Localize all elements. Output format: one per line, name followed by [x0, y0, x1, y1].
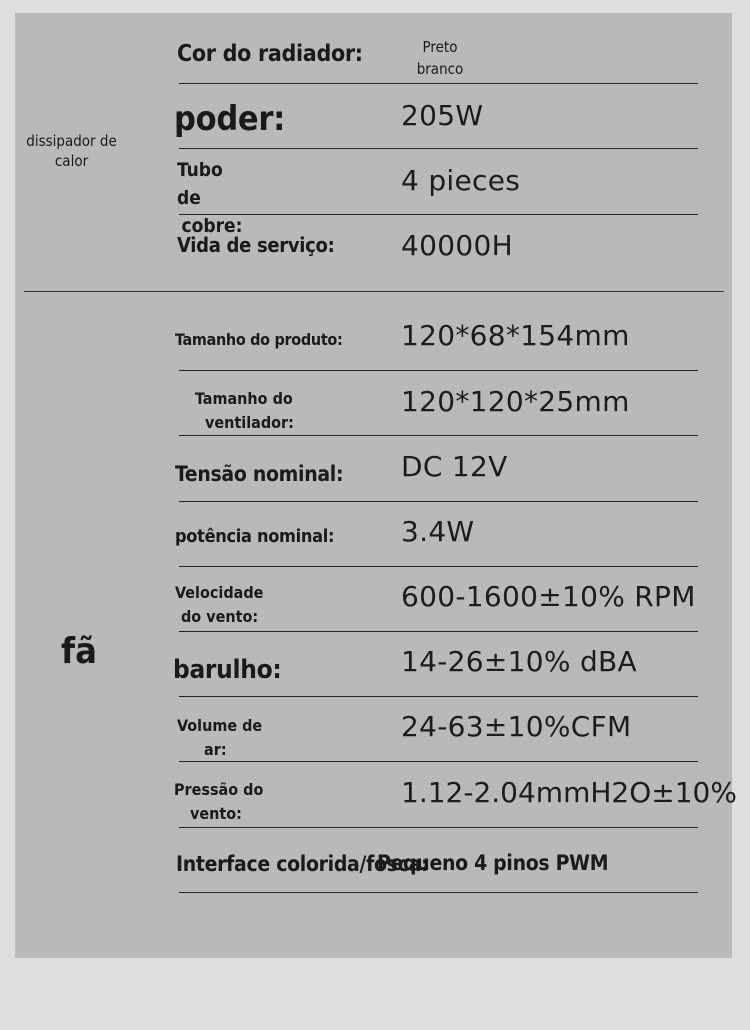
label-line: Tamanho do: [195, 389, 293, 408]
row-divider: [179, 435, 698, 436]
label-rated-voltage: Tensão nominal:: [175, 462, 344, 486]
label-product-size: Tamanho do produto:: [175, 330, 343, 349]
label-line: ar:: [204, 740, 227, 759]
value-copper-tube: 4 pieces: [401, 164, 521, 197]
label-service-life: Vida de serviço:: [177, 233, 335, 257]
label-radiator-color: Cor do radiador:: [177, 41, 363, 67]
label-rated-power: potência nominal:: [175, 526, 335, 547]
label-fan-size: [195, 387, 295, 435]
value-air-volume: 24-63±10%CFM: [401, 710, 632, 743]
value-radiator-color: [410, 36, 470, 80]
section-divider: [24, 291, 724, 292]
section-label-fan: fã: [61, 631, 97, 672]
row-divider: [179, 827, 698, 828]
label-line: Pressão do: [174, 780, 264, 799]
label-power: poder:: [174, 99, 286, 139]
value-power: 205W: [401, 99, 484, 132]
value-line: branco: [416, 60, 464, 78]
row-divider: [179, 566, 698, 567]
value-wind-pressure: 1.12-2.04mmH2O±10%: [401, 776, 737, 809]
label-line: do vento:: [181, 607, 259, 626]
label-line: Tubo de: [177, 159, 223, 209]
value-interface: Pequeno 4 pinos PWM: [377, 851, 609, 875]
section-label-heatsink: dissipador de calor: [26, 132, 117, 171]
label-line: Volume de: [177, 716, 263, 735]
label-wind-speed: [175, 581, 275, 629]
value-product-size: 120*68*154mm: [401, 319, 630, 352]
row-divider: [179, 631, 698, 632]
value-rated-power: 3.4W: [401, 515, 475, 548]
row-divider: [179, 214, 698, 215]
row-divider: [179, 370, 698, 371]
label-interface: Interface colorida/fosca:: [176, 852, 429, 876]
row-divider: [179, 892, 698, 893]
label-line: vento:: [190, 804, 242, 823]
label-copper-tube: [177, 156, 247, 240]
value-wind-speed: 600-1600±10% RPM: [401, 580, 696, 613]
row-divider: [179, 148, 698, 149]
value-noise: 14-26±10% dBA: [401, 645, 637, 678]
row-divider: [179, 696, 698, 697]
label-wind-pressure: [174, 778, 274, 826]
row-divider: [179, 83, 698, 84]
value-line: Preto: [422, 38, 458, 56]
label-line: cobre:: [181, 215, 243, 237]
row-divider: [179, 501, 698, 502]
value-fan-size: 120*120*25mm: [401, 385, 630, 418]
value-service-life: 40000H: [401, 229, 513, 262]
spec-panel: [15, 13, 737, 958]
value-rated-voltage: DC 12V: [401, 450, 508, 483]
label-line: Velocidade: [175, 583, 264, 602]
row-divider: [179, 761, 698, 762]
label-noise: barulho:: [173, 655, 282, 685]
label-air-volume: [177, 714, 267, 762]
label-line: ventilador:: [205, 413, 294, 432]
